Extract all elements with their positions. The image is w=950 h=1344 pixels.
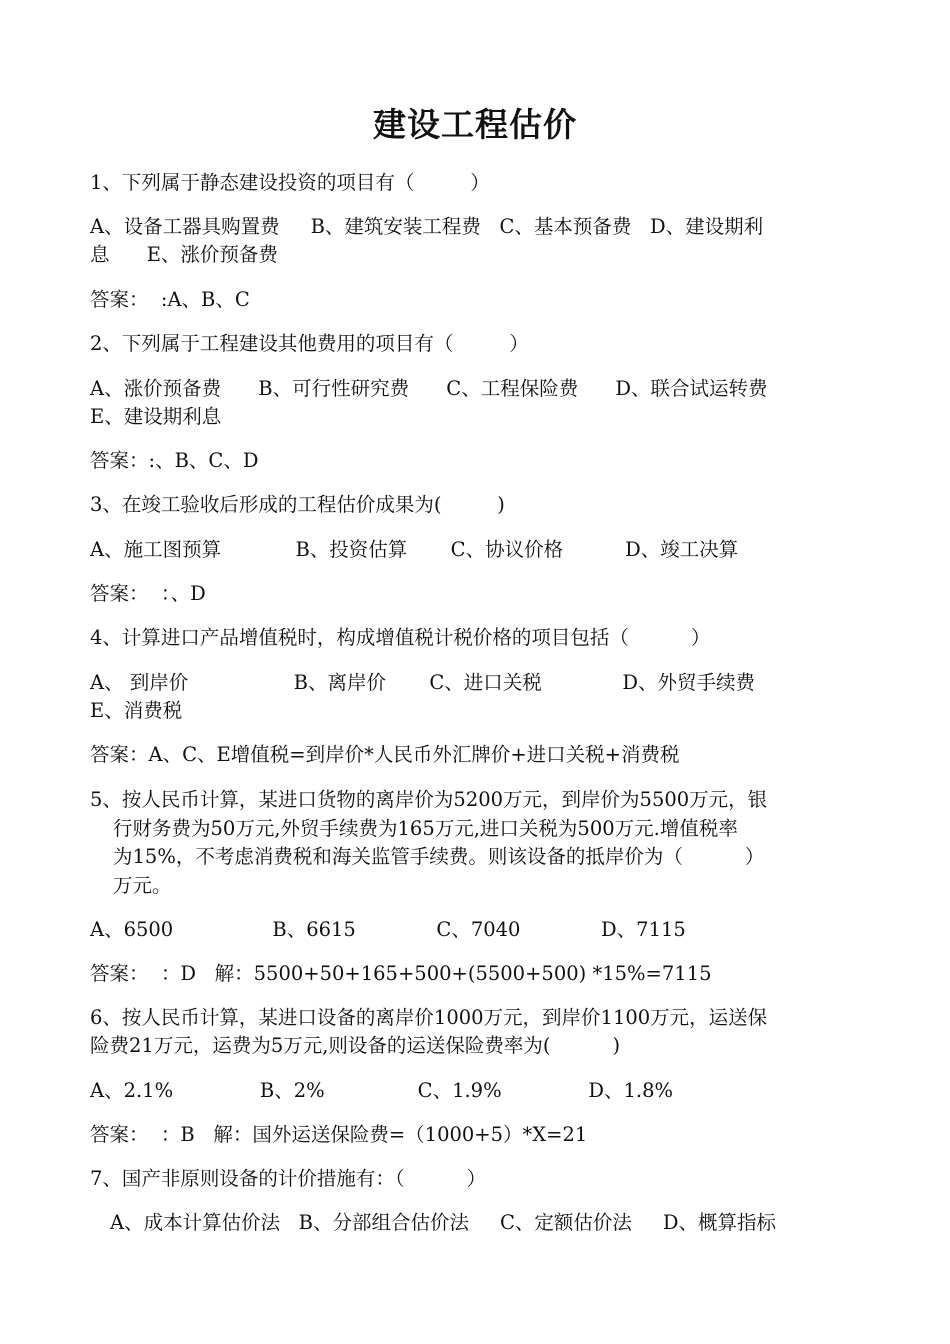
question-2-options: A、涨价预备费 B、可行性研究费 C、工程保险费 D、联合试运转费 [90, 377, 768, 400]
question-4: 4、计算进口产品增值税时，构成增值税计税价格的项目包括（ ） [90, 626, 711, 649]
document-title: 建设工程估价 [373, 105, 577, 144]
question-3: 3、在竣工验收后形成的工程估价成果为( ) [90, 493, 505, 516]
question-5-cont-1: 行财务费为50万元,外贸手续费为165万元,进口关税为500万元.增值税率 [113, 817, 738, 840]
answer-1: 答案： :A、B、C [90, 288, 250, 311]
question-2-options-cont: E、建设期利息 [90, 405, 222, 428]
answer-2: 答案：:、B、C、D [90, 449, 259, 472]
answer-5: 答案： ：D 解：5500+50+165+500+(5500+500) *15%=7115 [90, 962, 712, 985]
question-7: 7、国产非原则设备的计价措施有：（ ） [90, 1167, 487, 1190]
answer-6: 答案： ：B 解：国外运送保险费=（1000+5）*X=21 [90, 1123, 588, 1146]
question-1-options: A、设备工器具购置费 B、建筑安装工程费 C、基本预备费 D、建设期利 [90, 215, 764, 238]
answer-4: 答案：A、C、E增值税=到岸价*人民币外汇牌价+进口关税+消费税 [90, 743, 680, 766]
question-6-cont: 险费21万元，运费为5万元,则设备的运送保险费率为( ) [90, 1034, 621, 1057]
question-5-cont-3: 万元。 [113, 874, 172, 897]
question-6: 6、按人民币计算，某进口设备的离岸价1000万元，到岸价1100万元，运送保 [90, 1006, 768, 1029]
question-3-options: A、施工图预算 B、投资估算 C、协议价格 D、竣工决算 [90, 538, 739, 561]
question-5-cont-2: 为15%，不考虑消费税和海关监管手续费。则该设备的抵岸价为（ ） [113, 845, 765, 868]
question-5: 5、按人民币计算，某进口货物的离岸价为5200万元，到岸价为5500万元，银 [90, 788, 768, 811]
question-4-options-cont: E、消费税 [90, 699, 183, 722]
question-6-options: A、2.1% B、2% C、1.9% D、1.8% [90, 1079, 674, 1102]
question-4-options: A、 到岸价 B、离岸价 C、进口关税 D、外贸手续费 [90, 671, 756, 694]
question-1-options-cont: 息 E、涨价预备费 [90, 243, 278, 266]
question-1: 1、下列属于静态建设投资的项目有（ ） [90, 171, 490, 194]
answer-3: 答案： ：、D [90, 582, 206, 605]
question-5-options: A、6500 B、6615 C、7040 D、7115 [90, 918, 686, 941]
question-2: 2、下列属于工程建设其他费用的项目有（ ） [90, 332, 529, 355]
question-7-options: A、成本计算估价法 B、分部组合估价法 C、定额估价法 D、概算指标 [110, 1211, 777, 1234]
